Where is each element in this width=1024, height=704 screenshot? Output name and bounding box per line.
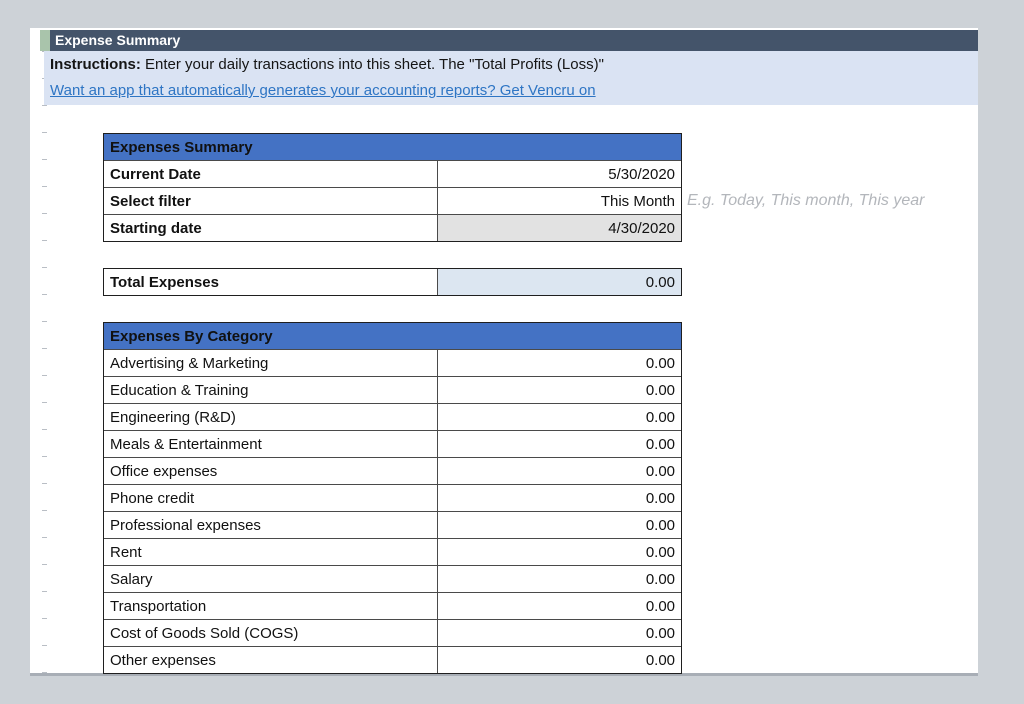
instructions-label: Instructions:	[50, 56, 141, 73]
table-header-row	[104, 323, 682, 350]
category-value-cell[interactable]: 0.00	[438, 431, 682, 458]
category-label-cell: Phone credit	[104, 485, 438, 512]
row-gridline-ticks	[42, 51, 47, 673]
category-row	[104, 377, 682, 404]
instructions-body: Enter your daily transactions into this sheet. The "Total Profits (Loss)"	[140, 56, 604, 73]
category-label-cell: Transportation	[104, 593, 438, 620]
sheet-title-bar	[50, 30, 978, 51]
category-value-cell[interactable]: 0.00	[438, 566, 682, 593]
category-row	[104, 620, 682, 647]
category-label-cell: Other expenses	[104, 647, 438, 674]
total-expenses-label: Total Expenses	[104, 269, 438, 296]
expenses-summary-table	[103, 133, 682, 242]
category-label-cell: Cost of Goods Sold (COGS)	[104, 620, 438, 647]
category-row	[104, 458, 682, 485]
category-row	[104, 566, 682, 593]
instructions-text	[50, 51, 978, 78]
total-expenses-row	[104, 269, 682, 296]
category-row	[104, 539, 682, 566]
category-row	[104, 404, 682, 431]
category-value-cell[interactable]: 0.00	[438, 539, 682, 566]
summary-label-cell: Select filter	[104, 188, 438, 215]
summary-row	[104, 215, 682, 242]
category-value-cell[interactable]: 0.00	[438, 512, 682, 539]
category-label-cell: Education & Training	[104, 377, 438, 404]
category-value-cell[interactable]: 0.00	[438, 647, 682, 674]
summary-value-cell[interactable]: 5/30/2020	[438, 161, 682, 188]
category-value-cell[interactable]: 0.00	[438, 485, 682, 512]
category-value-cell[interactable]: 0.00	[438, 593, 682, 620]
instructions-block	[44, 51, 978, 105]
summary-value-cell[interactable]: 4/30/2020	[438, 215, 682, 242]
sheet-title: Expense Summary	[55, 32, 181, 48]
category-label-cell: Advertising & Marketing	[104, 350, 438, 377]
category-value-cell[interactable]: 0.00	[438, 404, 682, 431]
category-row	[104, 593, 682, 620]
category-row	[104, 512, 682, 539]
category-label-cell: Salary	[104, 566, 438, 593]
category-value-cell[interactable]: 0.00	[438, 620, 682, 647]
expenses-summary-header: Expenses Summary	[104, 134, 682, 161]
table-header-row	[104, 134, 682, 161]
category-label-cell: Office expenses	[104, 458, 438, 485]
category-row	[104, 350, 682, 377]
vencru-link[interactable]: Want an app that automatically generates your accounting reports? Get Vencru on	[50, 82, 596, 99]
category-row	[104, 647, 682, 674]
green-accent-cell	[40, 30, 50, 51]
category-value-cell[interactable]: 0.00	[438, 458, 682, 485]
summary-row	[104, 161, 682, 188]
total-expenses-table	[103, 268, 682, 296]
summary-label-cell: Starting date	[104, 215, 438, 242]
summary-row	[104, 188, 682, 215]
expenses-by-category-table	[103, 322, 682, 674]
category-value-cell[interactable]: 0.00	[438, 377, 682, 404]
category-label-cell: Professional expenses	[104, 512, 438, 539]
category-row	[104, 431, 682, 458]
category-row	[104, 485, 682, 512]
category-value-cell[interactable]: 0.00	[438, 350, 682, 377]
summary-value-cell[interactable]: This Month	[438, 188, 682, 215]
category-label-cell: Meals & Entertainment	[104, 431, 438, 458]
summary-label-cell: Current Date	[104, 161, 438, 188]
worksheet	[30, 28, 978, 676]
total-expenses-value-cell[interactable]: 0.00	[438, 269, 682, 296]
category-label-cell: Rent	[104, 539, 438, 566]
filter-hint-text: E.g. Today, This month, This year	[687, 192, 925, 209]
expenses-by-category-header: Expenses By Category	[104, 323, 682, 350]
category-label-cell: Engineering (R&D)	[104, 404, 438, 431]
